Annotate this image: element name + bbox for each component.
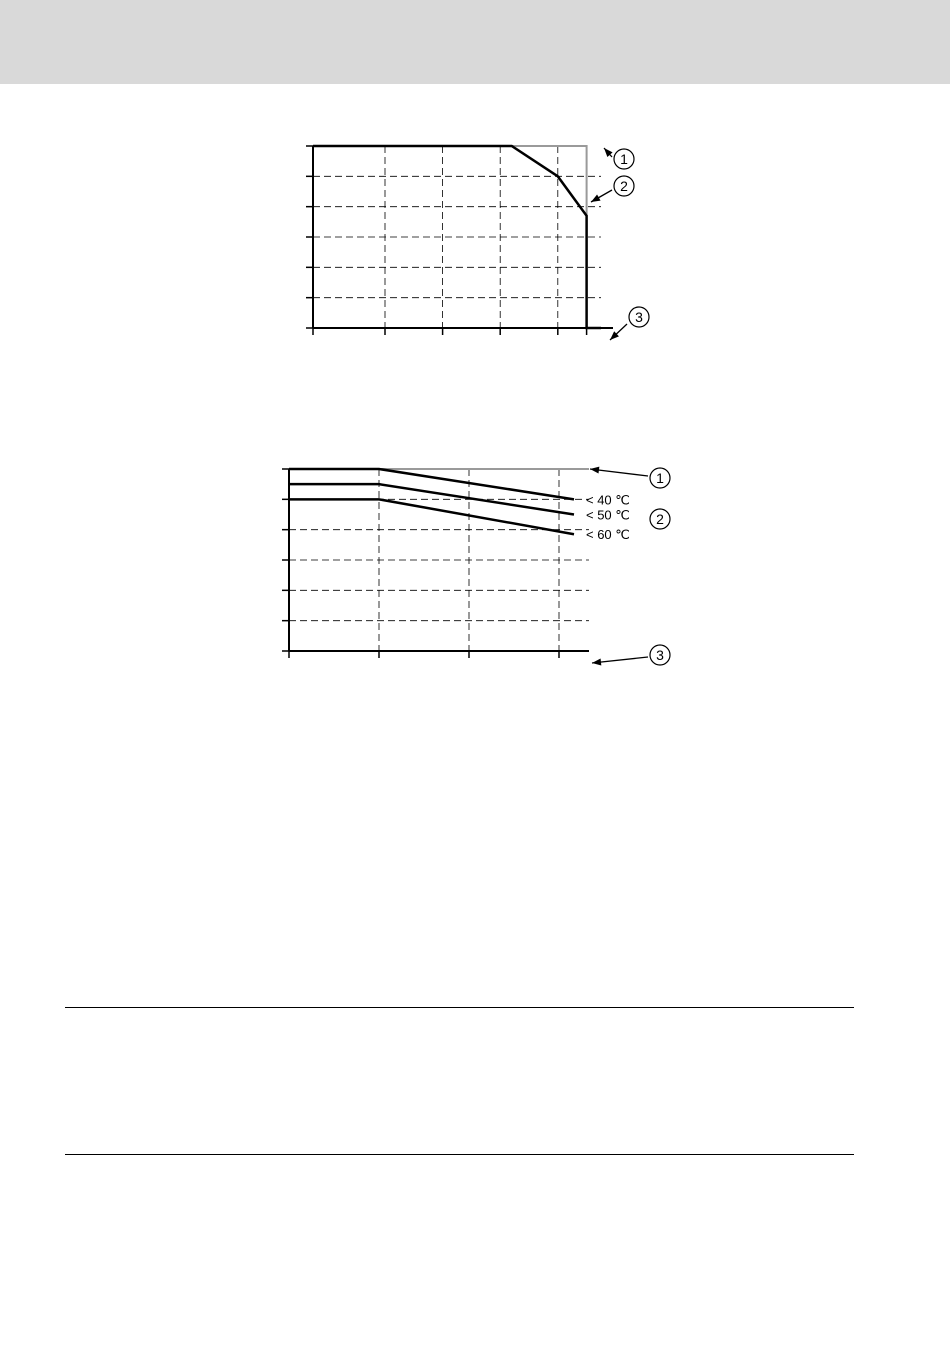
series-label-4: < 60 ℃ — [586, 527, 630, 543]
callout-arrowhead-3 — [592, 659, 601, 666]
series-line-4 — [289, 499, 574, 534]
callout-number-2: 2 — [656, 511, 664, 527]
section-divider-bottom — [65, 1154, 854, 1155]
series-label-2: < 40 ℃ — [586, 492, 630, 508]
callout-number-1: 1 — [656, 470, 664, 486]
callout-number-3: 3 — [656, 647, 664, 663]
callout-number-3: 3 — [635, 309, 643, 325]
series-label-3: < 50 ℃ — [586, 507, 630, 523]
callout-number-2: 2 — [620, 178, 628, 194]
callout-arrowhead-1 — [590, 467, 599, 474]
callout-number-1: 1 — [620, 151, 628, 167]
section-divider-top — [65, 1007, 854, 1008]
